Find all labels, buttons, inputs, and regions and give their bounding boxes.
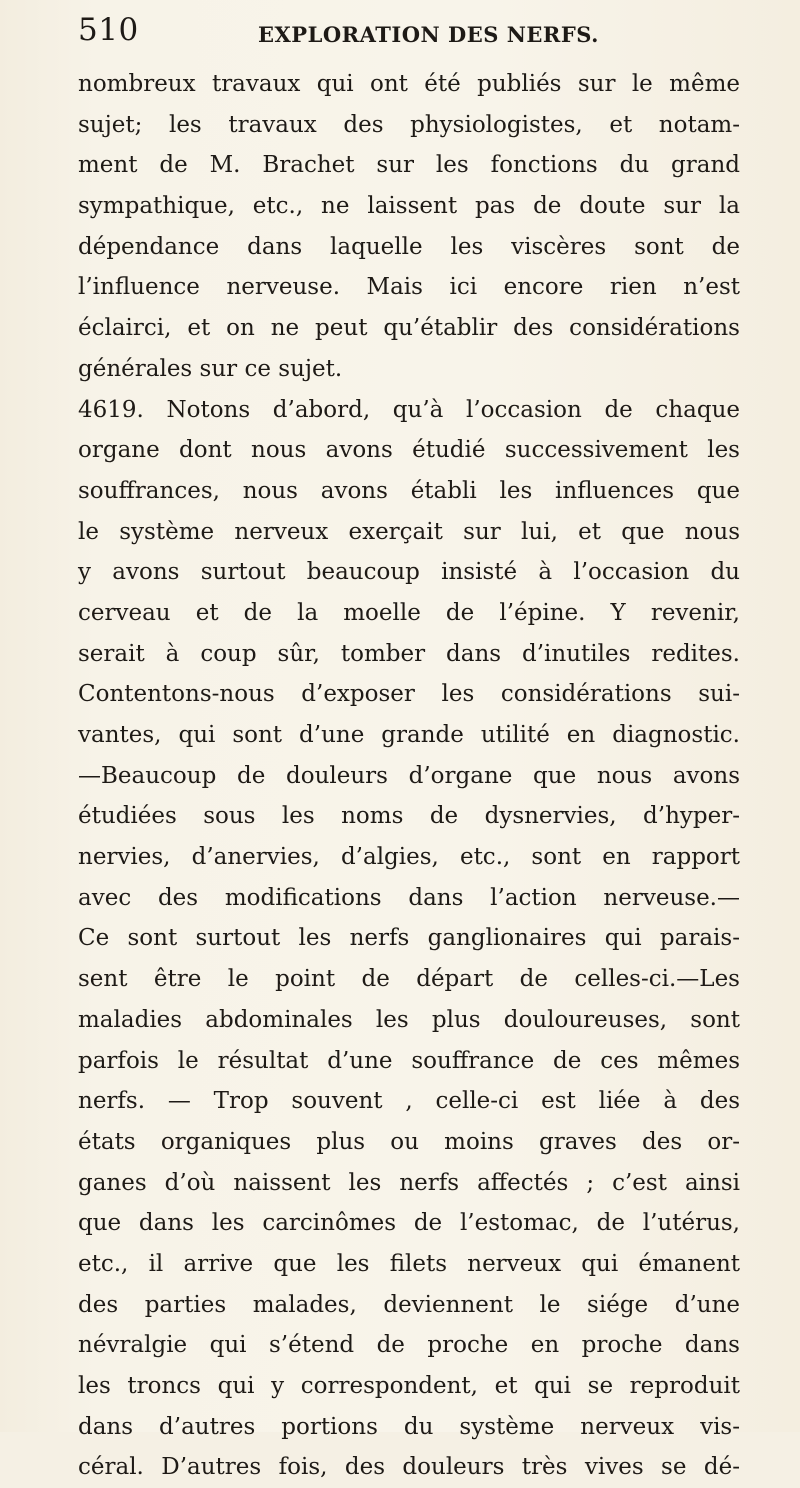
text-line: sympathique, etc., ne laissent pas de doute sur la [78,193,740,220]
text-line: etc., il arrive que les filets nerveux qui émanent [78,1250,740,1277]
text-line: névralgie qui s’étend de proche en proche dans [78,1332,740,1359]
text-line: ment de M. Brachet sur les fonctions du grand [78,152,740,179]
text-line: Contentons-nous d’exposer les considérations sui- [78,681,740,708]
text-line: organe dont nous avons étudié successivement les [78,437,740,464]
text-line: les troncs qui y correspondent, et qui se reproduit [78,1373,740,1399]
text-line: générales sur ce sujet. [78,355,343,382]
text-line: maladies abdominales les plus douloureuses, sont [78,1006,740,1033]
text-line: ganes d’où naissent les nerfs affectés ; c’est ainsi [78,1169,740,1196]
text-line: étudiées sous les noms de dysnervies, d’hyper- [78,803,740,830]
text-line: dans d’autres portions du système nerveux vis- [78,1413,740,1440]
text-line: souffrances, nous avons établi les influences que [78,477,740,504]
text-line: vantes, qui sont d’une grande utilité en diagnostic. [78,722,740,748]
text-line: nombreux travaux qui ont été publiés sur le même [78,71,740,97]
text-line: états organiques plus ou moins graves des or- [78,1128,740,1155]
body-text [78,64,740,1488]
paragraph-start-line: 4619. Notons d’abord, qu’à l’occasion de chaque [78,396,740,423]
text-line: sent être le point de départ de celles-ci.—Les [78,966,740,993]
text-line: le système nerveux exerçait sur lui, et que nous [78,518,740,545]
text-line: que dans les carcinômes de l’estomac, de l’utérus, [78,1210,740,1237]
text-line: serait à coup sûr, tomber dans d’inutiles redites. [78,640,740,667]
text-line: nerfs. — Trop souvent , celle-ci est liée à des [78,1088,740,1115]
text-line: avec des modifications dans l’action nerveuse.— [78,884,740,911]
text-line: y avons surtout beaucoup insisté à l’occasion du [78,559,740,586]
text-line: —Beaucoup de douleurs d’organe que nous avons [78,762,740,789]
running-title: EXPLORATION DES NERFS. [258,22,599,47]
text-line: cerveau et de la moelle de l’épine. Y revenir, [78,599,740,626]
text-line: Ce sont surtout les nerfs ganglionaires qui parais- [78,925,740,952]
page-number: 510 [78,12,139,48]
text-line: parfois le résultat d’une souffrance de ces mêmes [78,1047,740,1074]
text-line: céral. D’autres fois, des douleurs très vives se dé- [78,1454,740,1481]
text-line: nervies, d’anervies, d’algies, etc., sont en rapport [78,844,740,871]
text-line: dépendance dans laquelle les viscères sont de [78,233,740,260]
text-line: sujet; les travaux des physiologistes, et notam- [78,111,740,138]
running-head [78,12,740,52]
text-line: l’influence nerveuse. Mais ici encore rien n’est [78,274,740,301]
text-line: des parties malades, deviennent le siége d’une [78,1291,740,1318]
text-line: éclairci, et on ne peut qu’établir des considérations [78,315,740,342]
